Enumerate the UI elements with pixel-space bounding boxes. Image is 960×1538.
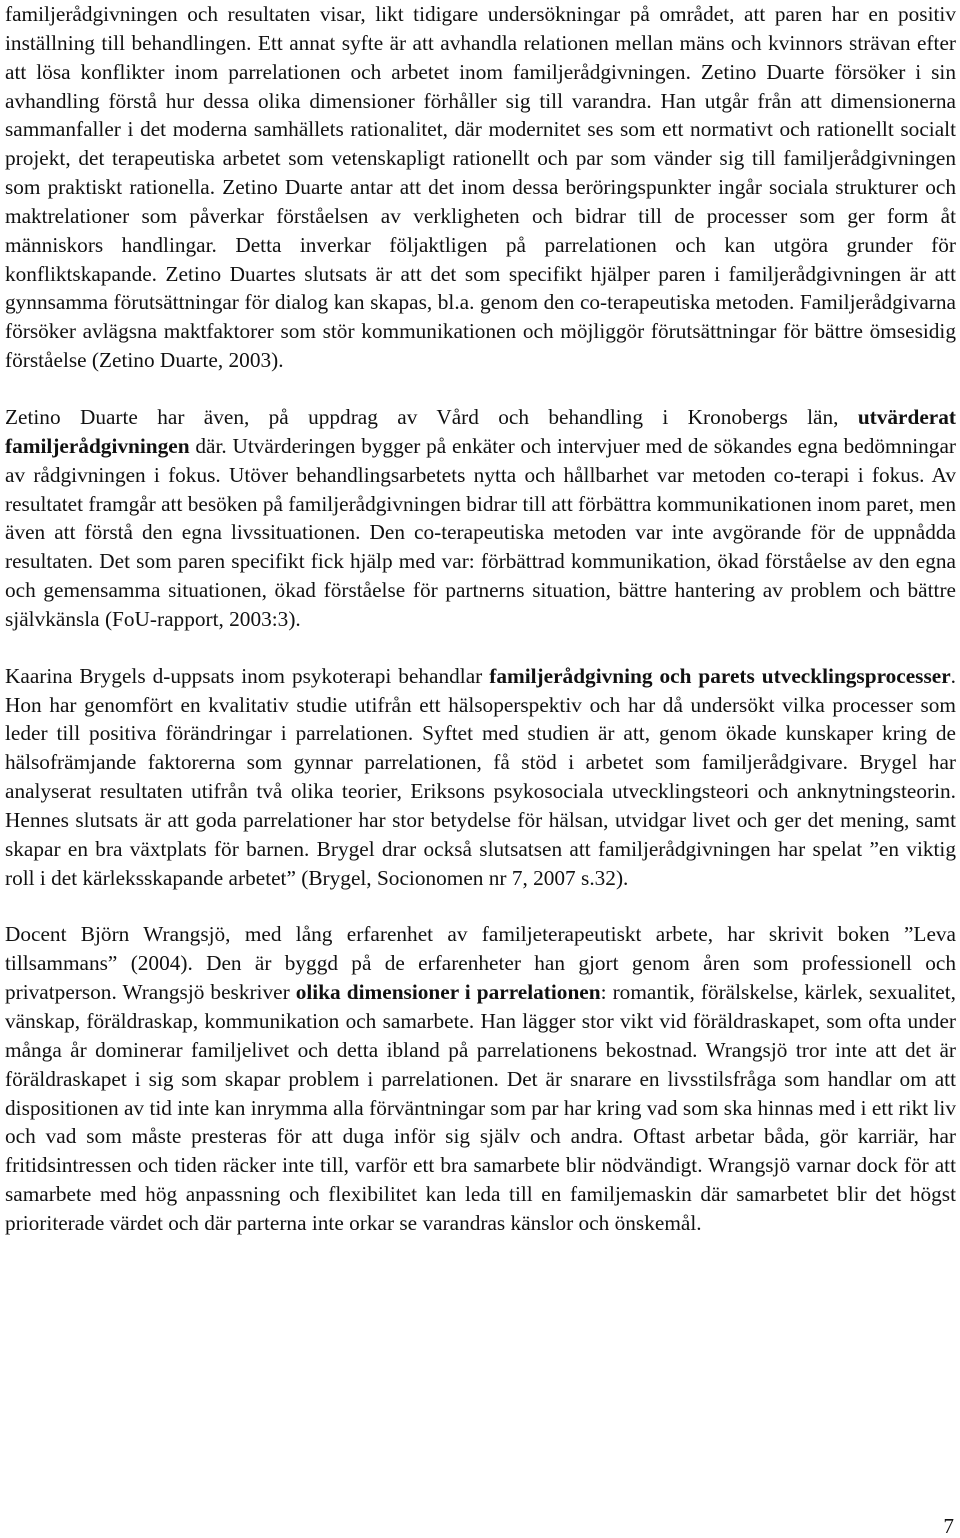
paragraph-text: Docent Björn Wrangsjö, med lång erfarenhet av familjeterapeutiskt arbete, har skrivit boken ”Leva tillsammans” (2004). Den är byggd på de erfarenheter han gjort genom åren som professionell och privatperson. Wrangsjö beskriver [5,922,956,1005]
paragraph-brygel-thesis [5,662,956,893]
paragraph-text: : romantik, förälskelse, kärlek, sexualitet, vänskap, föräldraskap, kommunikation och samarbete. Han lägger stor vikt vid föräldraskapet, som ofta under många år dominerar familjelivet och detta ibland på parrelationens bekostnad. Wrangsjö tror inte att det är föräldraskapet i sig som skapar problem i parrelationen. Det är snarare en livsstilsfråga som handlar om att dispositionen av tid inte kan inrymma alla förväntningar som par har kring vad som ska hinnas med i ett rikt liv och vad som måste presteras för att duga inför sig själv och andra. Oftast arbetar båda, gör karriär, har fritidsintressen och tiden räcker inte till, varför ett bra samarbete blir nödvändigt. Wrangsjö varnar dock för att samarbete med hög anpassning och flexibilitet kan leda till en familjemaskin där samarbetet blir det högst prioriterade värdet och där parterna inte orkar se varandras känslor och önskemål. [5,980,956,1235]
page-number: 7 [943,1514,954,1538]
paragraph-text: Zetino Duarte har även, på uppdrag av Vård och behandling i Kronobergs län, [5,404,858,429]
paragraph-zetino-duarte-dissertation [5,0,956,375]
paragraph-text: Kaarina Brygels d-uppsats inom psykoterapi behandlar [5,663,490,688]
bold-term-familjeradgivning-och-parets-utvecklingsprocesser: familjerådgivning och parets utvecklingsprocesser [489,663,951,688]
document-page [5,0,956,1238]
paragraph-text: där. Utvärderingen bygger på enkäter och intervjuer med de sökandes egna bedömningar av rådgivningen i fokus. Utöver behandlingsarbetets nytta och hållbarhet var metoden co-terapi i fokus. Av resultatet framgår att besöken på familjerådgivningen bidrar till att förbättra kommunikationen inom paret, men även att förstå den egna livssituationen. Den co-terapeutiska metoden var inte avgörande för de uppnådda resultaten. Det som paren specifikt fick hjälp med var: förbättrad kommunikation, ökad förståelse av den egna och gemensamma situationen, ökad förståelse för partnerns situation, bättre hantering av problem och bättre självkänsla (FoU-rapport, 2003:3). [5,433,956,631]
paragraph-text: familjerådgivningen och resultaten visar, likt tidigare undersökningar på området, att paren har en positiv inställning till behandlingen. Ett annat syfte är att avhandla relationen mellan mäns och kvinnors strävan efter att lösa konflikter inom parrelationen och arbetet inom familjerådgivningen. Zetino Duarte försöker i sin avhandling förstå hur dessa olika dimensioner förhåller sig till varandra. Han utgår från att dimensionerna sammanfaller i det moderna samhällets rationalitet, där modernitet ses som ett normativt och rationellt socialt projekt, det terapeutiska arbetet som vetenskapligt rationellt och par som vänder sig till familjerådgivningen som praktiskt rationella. Zetino Duarte antar att det inom dessa beröringspunkter ingår sociala strukturer och maktrelationer som påverkar förståelsen av verkligheten och bidrar till de processer som ger form åt människors handlingar. Detta inverkar följaktligen på parrelationen och kan utgöra grunder för konfliktskapande. Zetino Duartes slutsats är att det som specifikt hjälper paren i familjerådgivningen är att gynnsamma förutsättningar för dialog kan skapas, bl.a. genom den co-terapeutiska metoden. Familjerådgivarna försöker avlägsna maktfaktorer som stör kommunikationen och möjliggör förutsättningar för bättre ömsesidig förståelse (Zetino Duarte, 2003). [5,2,956,373]
bold-term-olika-dimensioner-i-parrelationen: olika dimensioner i parrelationen [295,980,601,1005]
paragraph-text: . Hon har genomfört en kvalitativ studie utifrån ett hälsoperspektiv och har då undersökt vilka processer som leder till positiva förändringar i parrelationen. Syftet med studien är att, genom ökade kunskaper kring de hälsofrämjande faktorerna som gynnar parrelationen, få stöd i arbetet som familjerådgivare. Brygel har analyserat resultaten utifrån två olika teorier, Eriksons psykosociala utvecklingsteori och anknytningsteorin. Hennes slutsats är att goda parrelationer har stor betydelse för hälsan, utvidgar livet och ger det mening, samt skapar en bra växtplats för barnen. Brygel drar också slutsatsen att familjerådgivningen har spelat ”en viktig roll i det kärleksskapande arbetet” (Brygel, Socionomen nr 7, 2007 s.32). [5,663,956,890]
bold-term-utvarderat-familjeradgivningen: utvärderat familjerådgivningen [5,404,956,458]
paragraph-zetino-duarte-evaluation [5,403,956,634]
paragraph-wrangsjo-book [5,920,956,1237]
